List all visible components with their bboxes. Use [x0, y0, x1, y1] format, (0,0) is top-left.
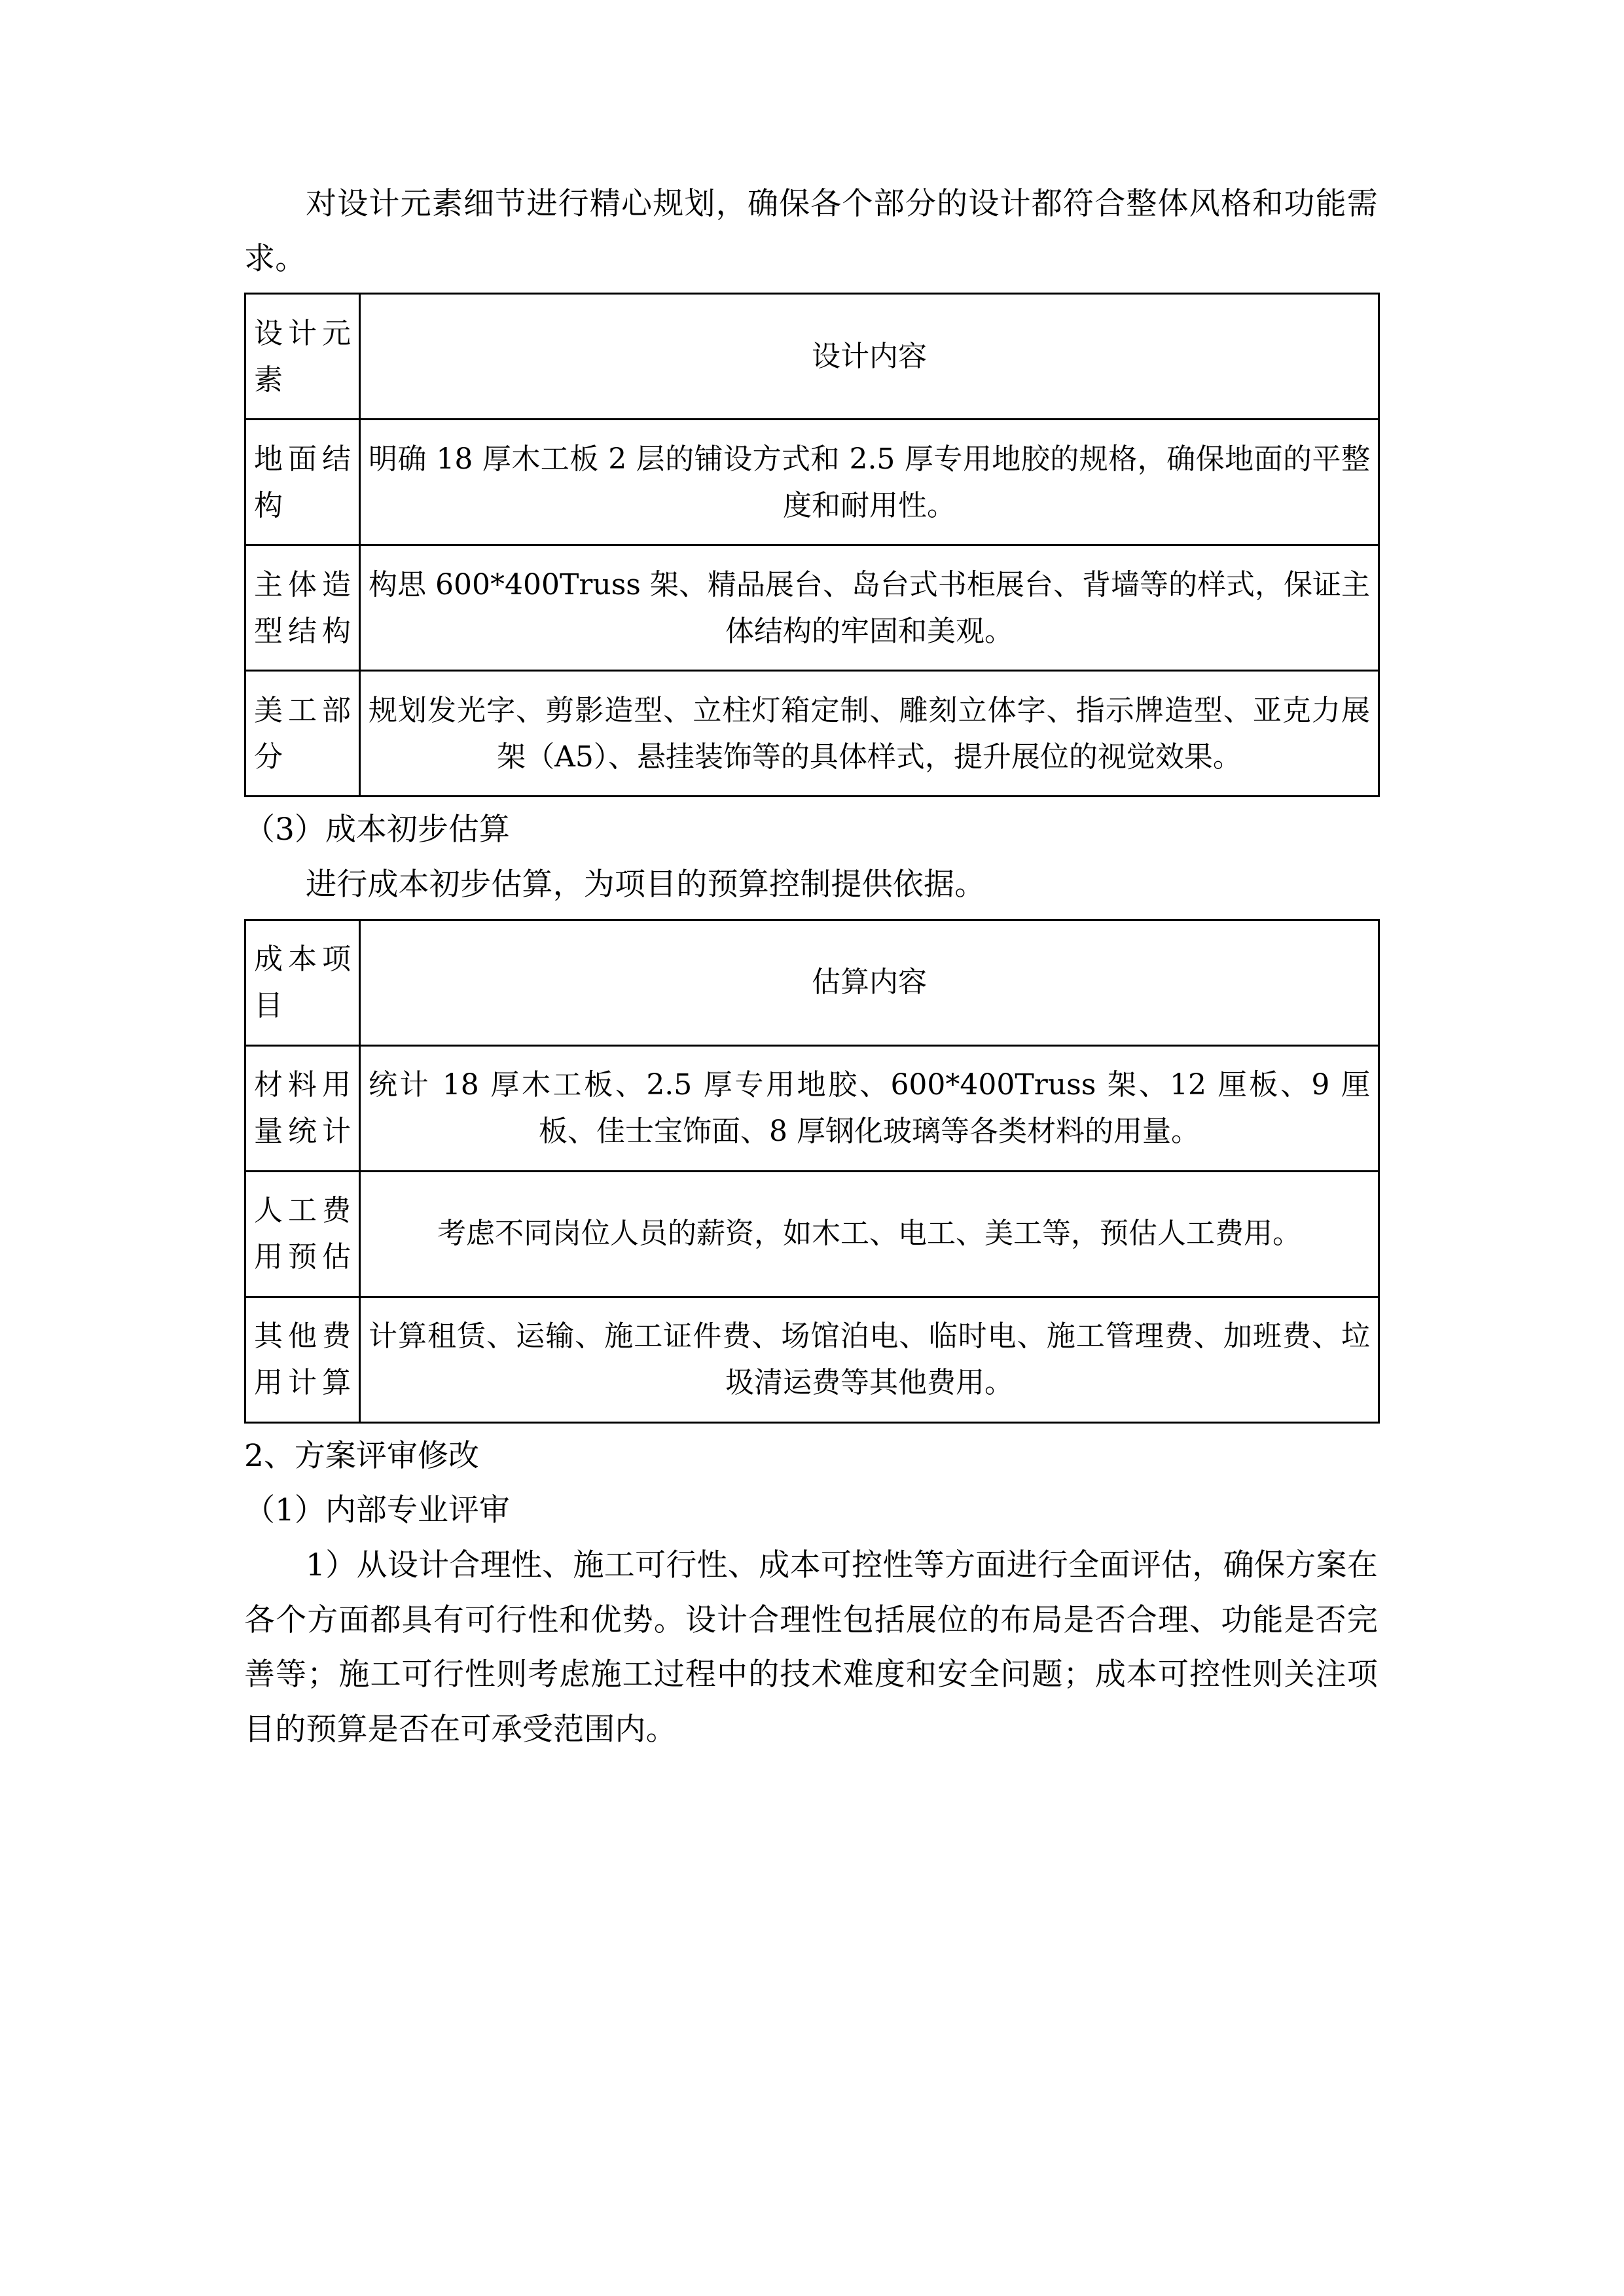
design-row-content-3: 规划发光字、剪影造型、立柱灯箱定制、雕刻立体字、指示牌造型、亚克力展架（A5）、悬挂装饰等的具体样式，提升展位的视觉效果。 — [360, 671, 1379, 797]
design-row-label-3: 美工部分 — [245, 671, 360, 797]
table-header-row — [245, 294, 1379, 420]
table-row — [245, 1297, 1379, 1422]
cost-table-header-content: 估算内容 — [360, 920, 1379, 1045]
design-row-label-2: 主体造型结构 — [245, 545, 360, 671]
design-row-label-1: 地面结构 — [245, 420, 360, 545]
review-heading: 2、方案评审修改 — [244, 1437, 479, 1474]
intro-paragraph: 对设计元素细节进行精心规划，确保各个部分的设计都符合整体风格和功能需求。 — [244, 186, 1378, 277]
cost-row-content-3: 计算租赁、运输、施工证件费、场馆泊电、临时电、施工管理费、加班费、垃圾清运费等其他费用。 — [360, 1297, 1379, 1422]
design-table-header-element: 设计元素 — [245, 294, 360, 420]
cost-row-label-2: 人工费用预估 — [245, 1171, 360, 1297]
design-row-content-1: 明确 18 厚木工板 2 层的铺设方式和 2.5 厚专用地胶的规格，确保地面的平整度和耐用性。 — [360, 420, 1379, 545]
cost-table-header-item: 成本项目 — [245, 920, 360, 1045]
design-elements-table — [244, 293, 1380, 797]
table-row — [245, 1045, 1379, 1171]
cost-row-label-3: 其他费用计算 — [245, 1297, 360, 1422]
table-row — [245, 545, 1379, 671]
review-subheading: （1）内部专业评审 — [244, 1492, 510, 1529]
cost-row-content-1: 统计 18 厚木工板、2.5 厚专用地胶、600*400Truss 架、12 厘板、9 厘板、佳士宝饰面、8 厚钢化玻璃等各类材料的用量。 — [360, 1045, 1379, 1171]
design-table-header-content: 设计内容 — [360, 294, 1379, 420]
cost-estimate-table — [244, 919, 1380, 1424]
table-header-row — [245, 920, 1379, 1045]
cost-row-content-2: 考虑不同岗位人员的薪资，如木工、电工、美工等，预估人工费用。 — [360, 1171, 1379, 1297]
design-row-content-2: 构思 600*400Truss 架、精品展台、岛台式书柜展台、背墙等的样式，保证主体结构的牢固和美观。 — [360, 545, 1379, 671]
table-row — [245, 671, 1379, 797]
cost-row-label-1: 材料用量统计 — [245, 1045, 360, 1171]
table-row — [245, 420, 1379, 545]
cost-section-heading: （3）成本初步估算 — [244, 812, 510, 848]
cost-intro-paragraph: 进行成本初步估算，为项目的预算控制提供依据。 — [306, 866, 986, 903]
table-row — [245, 1171, 1379, 1297]
review-paragraph: 1）从设计合理性、施工可行性、成本可控性等方面进行全面评估，确保方案在各个方面都具有可行性和优势。设计合理性包括展位的布局是否合理、功能是否完善等；施工可行性则考虑施工过程中的技术难度和安全问题；成本可控性则关注项目的预算是否在可承受范围内。 — [244, 1547, 1378, 1748]
